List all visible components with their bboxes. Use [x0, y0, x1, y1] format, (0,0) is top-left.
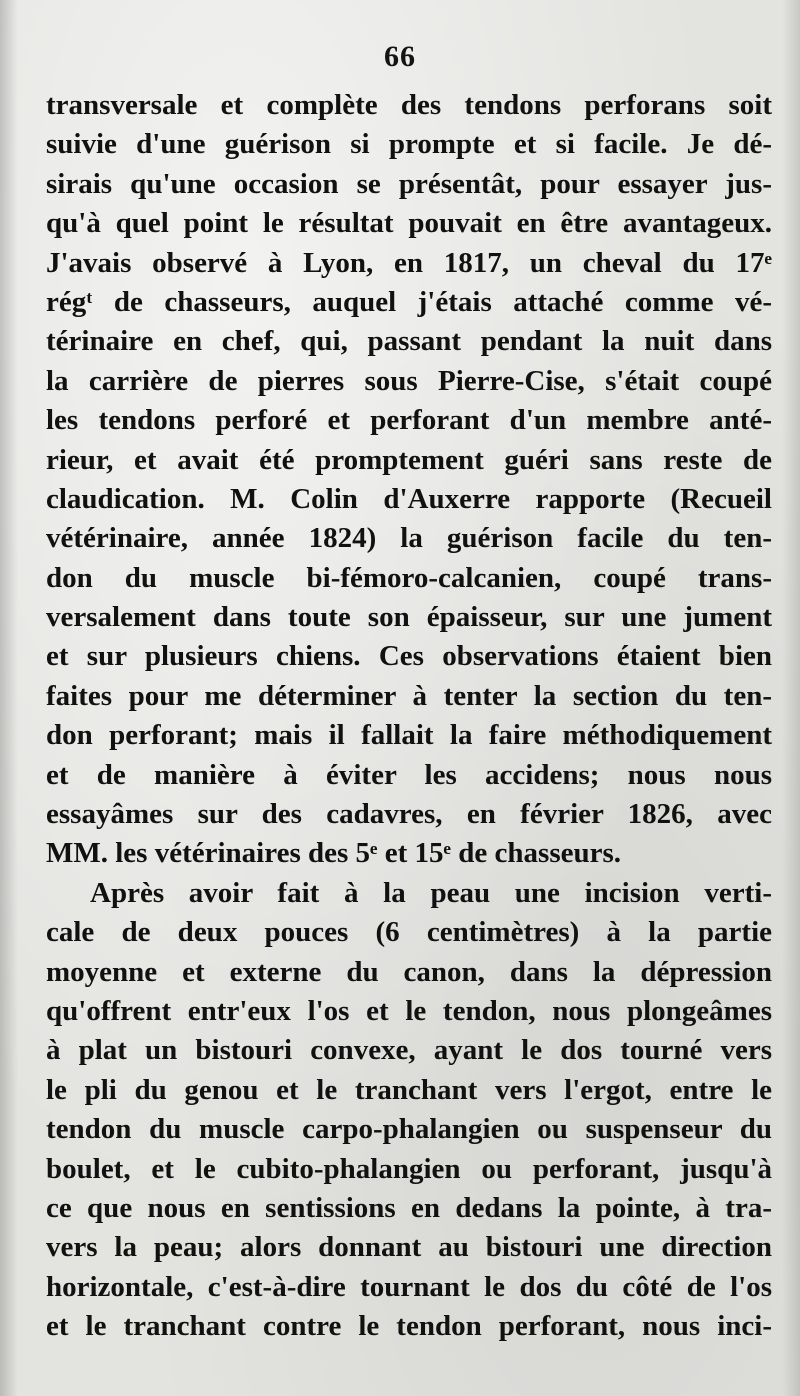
text-line-content: boulet, et le cubito-phalangien ou perforant, jusqu'à — [46, 1152, 772, 1185]
text-line — [46, 716, 772, 755]
text-line-content: essayâmes sur des cadavres, en février 1826, avec — [46, 798, 772, 831]
text-line — [46, 559, 772, 598]
text-line-content: don perforant; mais il fallait la faire méthodiquement — [46, 719, 772, 752]
text-line — [46, 677, 772, 716]
text-line-content: moyenne et externe du canon, dans la dépression — [46, 955, 772, 988]
text-line-content: vers la peau; alors donnant au bistouri une direction — [46, 1231, 772, 1264]
text-line-content: la carrière de pierres sous Pierre-Cise, s'était coupé — [46, 364, 772, 397]
text-line — [46, 992, 772, 1031]
text-line — [46, 874, 772, 913]
text-line — [46, 1031, 772, 1070]
text-line-content: les tendons perforé et perforant d'un membre anté- — [46, 404, 772, 437]
text-line — [46, 204, 772, 243]
text-line — [46, 1268, 772, 1307]
text-line-content: régᵗ de chasseurs, auquel j'étais attaché comme vé- — [46, 285, 772, 318]
text-line-content: transversale et complète des tendons perforans soit — [46, 89, 772, 121]
text-line-content: et sur plusieurs chiens. Ces observations étaient bien — [46, 640, 772, 673]
text-line — [46, 637, 772, 676]
text-line — [46, 1071, 772, 1110]
text-line-content: et de manière à éviter les accidens; nous nous — [46, 758, 772, 791]
text-line-content: suivie d'une guérison si prompte et si facile. Je dé- — [46, 128, 772, 161]
text-line-content: à plat un bistouri convexe, ayant le dos tourné vers — [46, 1034, 772, 1067]
text-line-content: ce que nous en sentissions en dedans la pointe, à tra- — [46, 1191, 772, 1224]
text-line — [46, 165, 772, 204]
text-line — [46, 834, 772, 873]
text-line-content: cale de deux pouces (6 centimètres) à la partie — [46, 916, 772, 949]
text-line-content: J'avais observé à Lyon, en 1817, un cheval du 17ᵉ — [46, 246, 772, 279]
text-line — [46, 1228, 772, 1267]
text-line-content: Après avoir fait à la peau une incision verti- — [90, 876, 772, 909]
page-number: 66 — [384, 40, 416, 73]
right-edge-shadow — [782, 0, 800, 1396]
text-line — [46, 441, 772, 480]
text-line — [46, 756, 772, 795]
text-line — [46, 598, 772, 637]
text-line — [46, 1150, 772, 1189]
text-line — [46, 1307, 772, 1346]
text-line-content: le pli du genou et le tranchant vers l'ergot, entre le — [46, 1073, 772, 1106]
left-edge-shadow — [0, 0, 18, 1396]
text-line — [46, 283, 772, 322]
text-line — [46, 795, 772, 834]
text-line — [46, 322, 772, 361]
text-line-content: claudication. M. Colin d'Auxerre rapporte (Recueil — [46, 482, 772, 515]
text-line-content: vétérinaire, année 1824) la guérison facile du ten- — [46, 522, 772, 555]
text-line — [46, 362, 772, 401]
text-line-content: térinaire en chef, qui, passant pendant la nuit dans — [46, 325, 772, 358]
text-line-content: et le tranchant contre le tendon perforant, nous inci- — [46, 1310, 772, 1343]
text-line — [46, 519, 772, 558]
text-line — [46, 86, 772, 125]
page-text-body — [46, 86, 772, 1347]
text-line — [46, 953, 772, 992]
text-line-content: don du muscle bi-fémoro-calcanien, coupé trans- — [46, 561, 772, 594]
text-line-content: tendon du muscle carpo-phalangien ou suspenseur du — [46, 1113, 772, 1146]
text-line-content: qu'offrent entr'eux l'os et le tendon, nous plongeâmes — [46, 994, 772, 1027]
text-line-content: qu'à quel point le résultat pouvait en être avantageux. — [46, 207, 772, 240]
text-line — [46, 1110, 772, 1149]
text-line — [46, 480, 772, 519]
text-line-content: faites pour me déterminer à tenter la section du ten- — [46, 679, 772, 712]
text-line — [46, 1189, 772, 1228]
text-line-content: horizontale, c'est-à-dire tournant le dos du côté de l'os — [46, 1270, 772, 1303]
text-line-content: MM. les vétérinaires des 5ᵉ et 15ᵉ de chasseurs. — [46, 837, 622, 870]
text-line — [46, 401, 772, 440]
text-line — [46, 125, 772, 164]
text-line — [46, 244, 772, 283]
text-line-content: sirais qu'une occasion se présentât, pour essayer jus- — [46, 167, 772, 200]
text-line-content: versalement dans toute son épaisseur, sur une jument — [46, 601, 772, 634]
text-line — [46, 913, 772, 952]
text-line-content: rieur, et avait été promptement guéri sans reste de — [46, 443, 772, 476]
